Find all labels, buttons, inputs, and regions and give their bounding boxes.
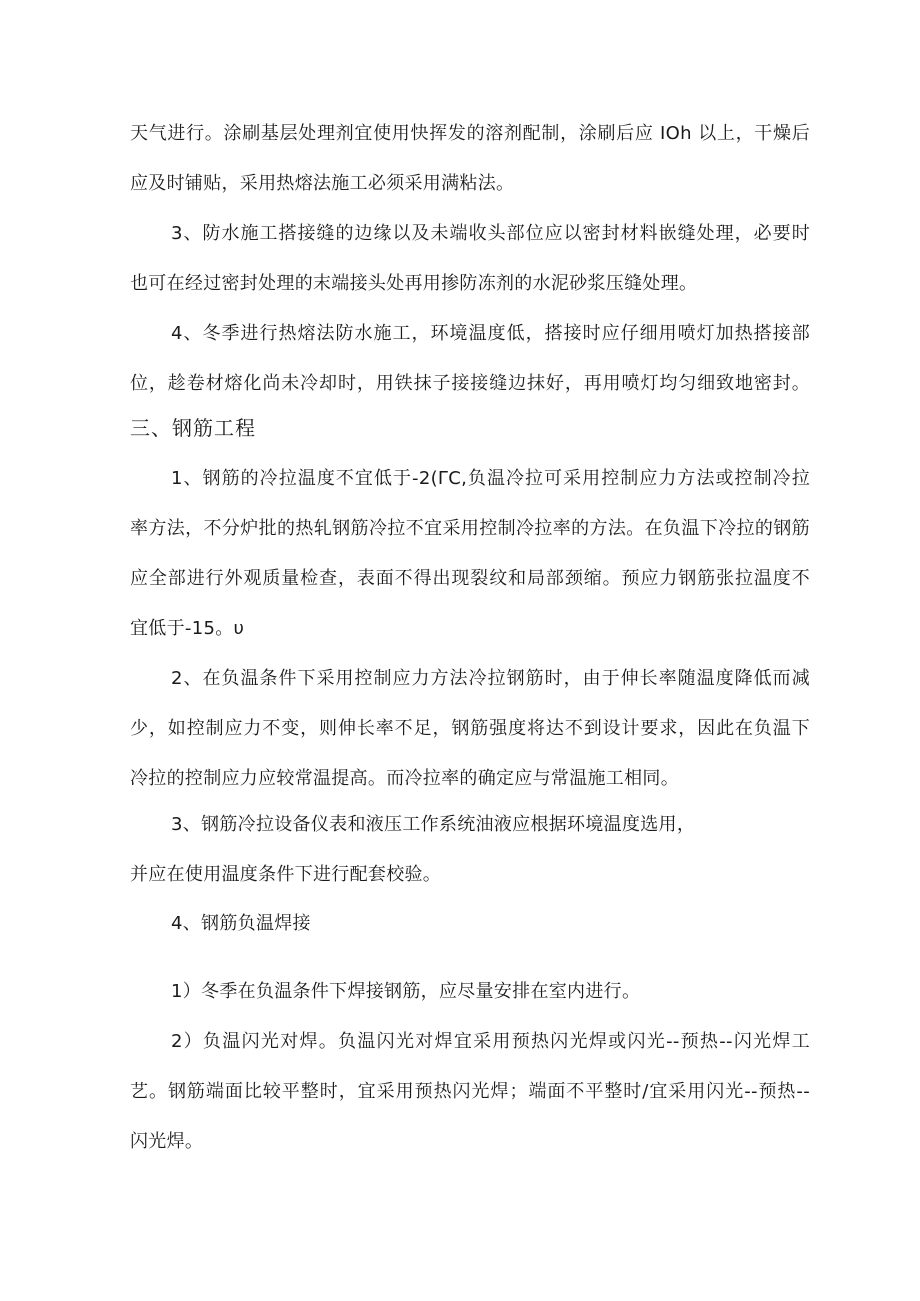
text-line: 1、钢筋的冷拉温度不宜低于-2(ΓC,负温冷拉可采用控制应力方法或控制冷拉	[171, 468, 810, 489]
text-line: 位，趁卷材熔化尚未冷却时，用铁抹子接接缝边抹好，再用喷灯均匀细致地密封。	[130, 373, 810, 394]
text-line: 闪光焊。	[130, 1131, 204, 1152]
text-line: 少，如控制应力不变，则伸长率不足，钢筋强度将达不到设计要求，因此在负温下	[130, 718, 810, 739]
text-line: 3、钢筋冷拉设备仪表和液压工作系统油液应根据环境温度选用，	[171, 814, 696, 835]
text-line: 2）负温闪光对焊。负温闪光对焊宜采用预热闪光焊或闪光--预热--闪光焊工	[171, 1031, 810, 1052]
text-line: 天气进行。涂刷基层处理剂宜使用快挥发的溶剂配制，涂刷后应 IOh 以上，干燥后	[130, 123, 810, 144]
text-line: 也可在经过密封处理的末端接头处再用掺防冻剂的水泥砂浆压缝处理。	[130, 273, 698, 294]
text-line: 4、钢筋负温焊接	[171, 913, 311, 934]
text-line: 4、冬季进行热熔法防水施工，环境温度低，搭接时应仔细用喷灯加热搭接部	[171, 323, 810, 344]
text-line: 应及时铺贴，采用热熔法施工必须采用满粘法。	[130, 173, 515, 194]
text-line: 率方法，不分炉批的热轧钢筋冷拉不宜采用控制冷拉率的方法。在负温下冷拉的钢筋	[130, 518, 810, 539]
text-line: 并应在使用温度条件下进行配套校验。	[130, 864, 442, 885]
section-heading: 三、钢筋工程	[130, 416, 256, 440]
text-line: 3、防水施工搭接缝的边缘以及未端收头部位应以密封材料嵌缝处理，必要时	[171, 223, 810, 244]
text-line: 2、在负温条件下采用控制应力方法冷拉钢筋时，由于伸长率随温度降低而减	[171, 668, 810, 689]
text-line: 宜低于-15。υ	[130, 618, 245, 639]
text-line: 1）冬季在负温条件下焊接钢筋，应尽量安排在室内进行。	[171, 981, 641, 1002]
text-line: 冷拉的控制应力应较常温提高。而冷拉率的确定应与常温施工相同。	[130, 768, 679, 789]
text-line: 应全部进行外观质量检查，表面不得出现裂纹和局部颈缩。预应力钢筋张拉温度不	[130, 568, 810, 589]
text-line: 艺。钢筋端面比较平整时，宜采用预热闪光焊；端面不平整时/宜采用闪光--预热--	[130, 1081, 810, 1102]
